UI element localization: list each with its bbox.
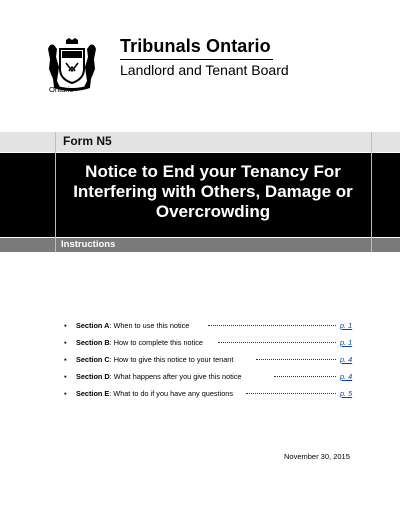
toc-item [64,385,364,402]
toc-text: : What happens after you give this notice [109,372,242,381]
toc-section: Section B [76,338,110,347]
toc-leader [246,393,336,394]
toc-text: : What to do if you have any questions [109,389,233,398]
toc-section: Section E [76,389,110,398]
toc-leader [274,376,336,377]
toc-text: : How to complete this notice [109,338,203,347]
toc-leader [218,342,336,343]
instructions-toc [64,317,364,402]
toc-leader [256,359,336,360]
bullet-icon: ▪ [64,389,67,398]
toc-item [64,368,364,385]
form-label-band [0,132,400,152]
toc-page-link[interactable]: p. 1 [340,321,353,330]
org-subtitle: Landlord and Tenant Board [120,62,289,78]
toc-text: : How to give this notice to your tenant [109,355,234,364]
title-band [0,153,400,237]
logo-caption: Ontario [49,85,74,94]
org-title: Tribunals Ontario [120,36,271,56]
document-date: November 30, 2015 [284,452,350,461]
toc-page-link[interactable]: p. 4 [340,372,353,381]
bullet-icon: ▪ [64,372,67,381]
band-right-border [371,132,372,252]
toc-page-link[interactable]: p. 4 [340,355,353,364]
header-divider [120,59,273,60]
toc-item [64,317,364,334]
toc-section: Section D [76,372,110,381]
toc-text: : When to use this notice [109,321,190,330]
toc-leader [208,325,336,326]
bullet-icon: ▪ [64,321,67,330]
toc-item [64,334,364,351]
bullet-icon: ▪ [64,355,67,364]
instructions-label: Instructions [61,239,116,250]
form-title: Notice to End your Tenancy For Interfering with Others, Damage or Overcrowding [73,162,353,221]
band-left-border [55,132,56,252]
bullet-icon: ▪ [64,338,67,347]
toc-page-link[interactable]: p. 1 [340,338,353,347]
toc-page-link[interactable]: p. 5 [340,389,353,398]
instructions-band [0,238,400,252]
form-number: Form N5 [63,134,112,148]
toc-item [64,351,364,368]
toc-section: Section A [76,321,110,330]
toc-section: Section C [76,355,110,364]
